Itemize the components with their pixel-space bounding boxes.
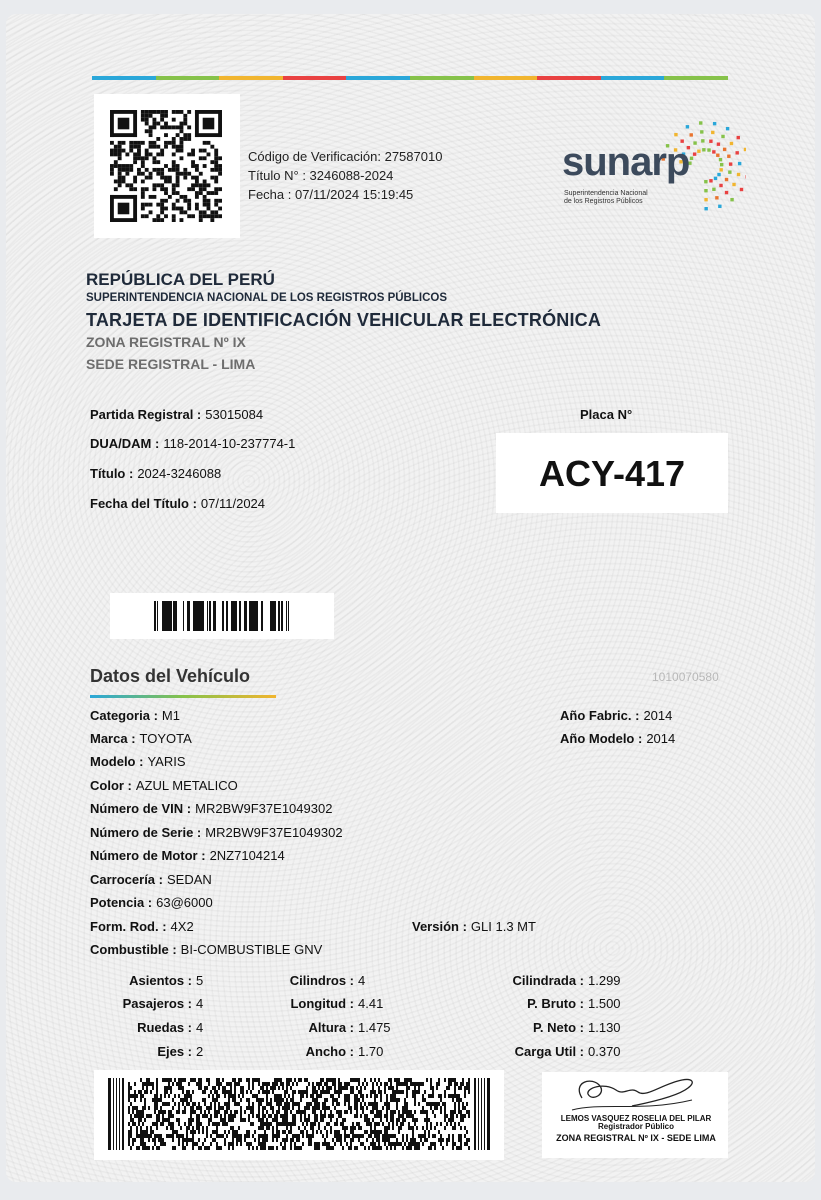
combustible: Combustible : BI-COMBUSTIBLE GNV <box>90 942 323 957</box>
barcode-small-box <box>110 593 334 639</box>
vehicle-id-card <box>6 14 815 1182</box>
barcode-large-box <box>94 1070 504 1160</box>
barcode-small <box>154 601 290 631</box>
verification-fecha: Fecha : 07/11/2024 15:19:45 <box>248 187 414 202</box>
cilindros-value: 4 <box>358 973 366 988</box>
pasajeros-label: Pasajeros : <box>122 996 192 1011</box>
ruedas-value: 4 <box>196 1020 204 1035</box>
cilindros-label: Cilindros : <box>289 973 354 988</box>
carga-util-value: 0.370 <box>588 1044 621 1059</box>
p-bruto-value: 1.500 <box>588 996 621 1011</box>
numero-serie: Número de Serie : MR2BW9F37E1049302 <box>90 825 343 840</box>
signature-graphic <box>542 1072 728 1118</box>
qr-code-box <box>94 94 240 238</box>
cilindrada-label: Cilindrada : <box>512 973 584 988</box>
verification-info <box>248 147 442 204</box>
logo-subtitle-line2: de los Registros Públicos <box>564 198 643 205</box>
placa-box <box>496 433 728 513</box>
dua-dam: DUA/DAM : 118-2014-10-237774-1 <box>90 436 296 451</box>
altura-value: 1.475 <box>358 1020 391 1035</box>
placa-number: ACY-417 <box>538 453 686 494</box>
barcode-large <box>108 1078 490 1150</box>
document-code: 1010070580 <box>652 670 719 684</box>
ancho-value: 1.70 <box>358 1044 384 1059</box>
header-sede: SEDE REGISTRAL - LIMA <box>86 356 256 372</box>
p-neto-value: 1.130 <box>588 1020 621 1035</box>
logo-subtitle <box>564 190 648 206</box>
section-title-datos: Datos del Vehículo <box>90 666 251 686</box>
header-superintendencia: SUPERINTENDENCIA NACIONAL DE LOS REGISTROS PÚBLICOS <box>86 292 448 304</box>
potencia: Potencia : 63@6000 <box>90 895 213 910</box>
color-divider <box>92 76 728 80</box>
header-zona: ZONA REGISTRAL Nº IX <box>86 334 246 350</box>
qr-code <box>110 110 222 222</box>
cilindrada-value: 1.299 <box>588 973 621 988</box>
verification-titulo: Título N° : 3246088-2024 <box>248 168 394 183</box>
signatory-name: LEMOS VASQUEZ ROSELIA DEL PILAR <box>560 1114 712 1123</box>
numero-vin: Número de VIN : MR2BW9F37E1049302 <box>90 801 333 816</box>
numero-motor: Número de Motor : 2NZ7104214 <box>90 848 285 863</box>
p-bruto-label: P. Bruto : <box>527 996 584 1011</box>
carroceria: Carrocería : SEDAN <box>90 872 212 887</box>
ano-fabricacion: Año Fabric. : 2014 <box>560 708 673 723</box>
longitud-label: Longitud : <box>290 996 354 1011</box>
longitud-value: 4.41 <box>358 996 384 1011</box>
section-title-underline <box>90 695 276 698</box>
p-neto-label: P. Neto : <box>532 1020 584 1035</box>
pasajeros-value: 4 <box>196 996 204 1011</box>
sunarp-logo <box>556 104 746 214</box>
categoria: Categoria : M1 <box>90 708 180 723</box>
form-rod: Form. Rod. : 4X2 <box>90 919 194 934</box>
signature-box <box>542 1072 728 1158</box>
altura-label: Altura : <box>308 1020 354 1035</box>
ejes-value: 2 <box>196 1044 204 1059</box>
ruedas-label: Ruedas : <box>137 1020 192 1035</box>
header-republica: REPÚBLICA DEL PERÚ <box>86 270 275 289</box>
logo-subtitle-line1: Superintendencia Nacional <box>564 190 648 197</box>
ancho-label: Ancho : <box>305 1044 354 1059</box>
color: Color : AZUL METALICO <box>90 778 238 793</box>
ejes-label: Ejes : <box>157 1044 192 1059</box>
signatory-zone: ZONA REGISTRAL Nº IX - SEDE LIMA <box>556 1133 716 1143</box>
logo-wordmark: sunarp <box>562 140 690 184</box>
placa-label: Placa N° <box>580 407 633 422</box>
header-tarjeta: TARJETA DE IDENTIFICACIÓN VEHICULAR ELECTRÓNICA <box>86 310 602 330</box>
fecha-titulo: Fecha del Título : 07/11/2024 <box>90 496 266 511</box>
marca: Marca : TOYOTA <box>90 731 192 746</box>
signatory-role: Registrador Público <box>597 1122 674 1131</box>
verification-code: Código de Verificación: 27587010 <box>248 149 443 164</box>
version: Versión : GLI 1.3 MT <box>412 919 536 934</box>
asientos-label: Asientos : <box>129 973 192 988</box>
modelo: Modelo : YARIS <box>90 754 186 769</box>
ano-modelo: Año Modelo : 2014 <box>560 731 676 746</box>
carga-util-label: Carga Util : <box>514 1044 584 1059</box>
partida-registral: Partida Registral : 53015084 <box>90 407 264 422</box>
asientos-value: 5 <box>196 973 204 988</box>
titulo: Título : 2024-3246088 <box>90 466 222 481</box>
